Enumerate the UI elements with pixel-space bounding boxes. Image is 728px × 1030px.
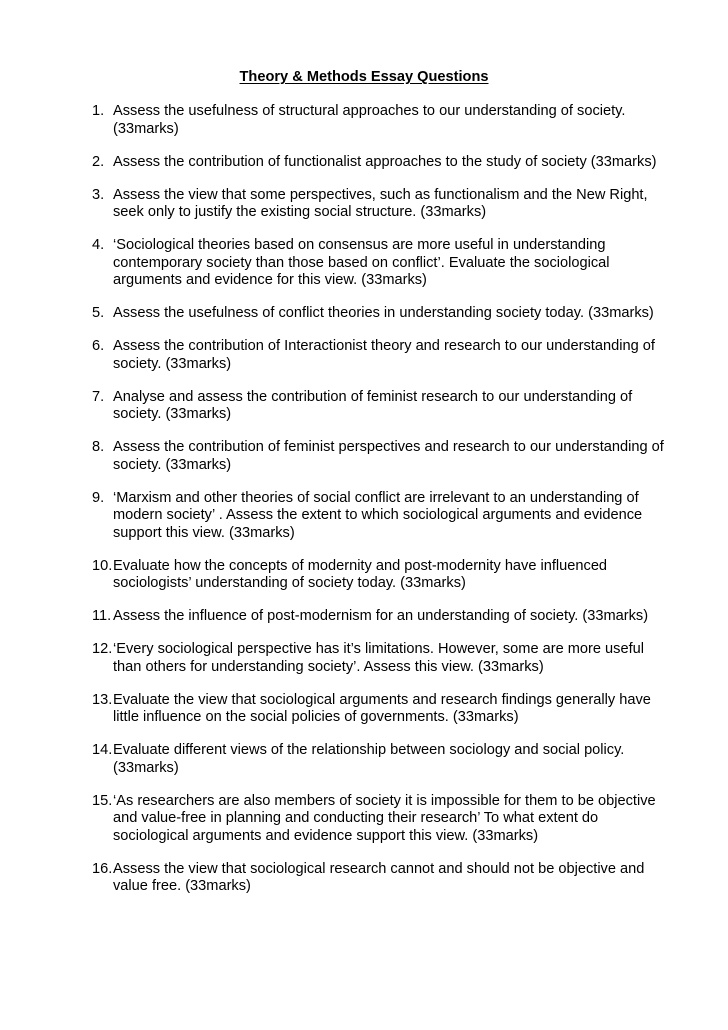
question-item [92,338,672,373]
question-item [92,103,672,138]
question-number: 12. [92,641,113,657]
question-text: ‘As researchers are also members of society it is impossible for them to be objective and value-free in planning and conducting their research’ To what extent do sociological arguments and evidence support this view. (33marks) [113,792,656,844]
question-item [92,608,672,626]
question-text: Assess the influence of post-modernism for an understanding of society. (33marks) [113,608,649,624]
question-text: Evaluate different views of the relationship between sociology and social policy. (33marks) [113,742,625,776]
question-text: Assess the contribution of functionalist approaches to the study of society (33marks) [113,153,657,170]
question-number: 6. [92,338,105,354]
question-item [92,742,672,777]
question-text: Analyse and assess the contribution of feminist research to our understanding of society. (33marks) [113,388,633,422]
question-item [92,237,672,290]
question-number: 15. [92,792,113,809]
question-text: Assess the usefulness of conflict theories in understanding society today. (33marks) [113,305,654,321]
question-number: 10. [92,557,113,574]
question-number: 5. [92,305,105,321]
question-item [92,558,672,593]
question-text: Assess the view that sociological research cannot and should not be objective and value free. (33marks) [113,860,645,894]
question-number: 1. [92,103,105,119]
question-number: 13. [92,691,113,708]
question-text: Assess the contribution of feminist perspectives and research to our understanding of society. (33marks) [113,439,664,473]
question-text: Evaluate how the concepts of modernity and post-modernity have influenced sociologists’ understanding of society today. (33marks) [113,557,608,591]
question-list [92,103,672,911]
page-title-text: Theory & Methods Essay Questions [239,69,489,85]
question-item [92,641,672,676]
question-number: 4. [92,237,105,253]
question-text: ‘Sociological theories based on consensus are more useful in understanding contemporary society than those based on conflict’. Evaluate the sociological arguments and evidence for this view. (33marks) [113,237,610,288]
question-number: 11. [92,608,112,624]
question-item [92,861,672,896]
question-text: Assess the contribution of Interactionist theory and research to our understanding of society. (33marks) [113,338,655,372]
question-text: ‘Every sociological perspective has it’s limitations. However, some are more useful than others for understanding society’. Assess this view. (33marks) [113,641,645,675]
question-number: 9. [92,489,105,506]
question-item [92,490,672,543]
question-number: 14. [92,742,113,758]
question-item [92,793,672,846]
question-number: 3. [92,186,105,203]
page-title [0,68,728,86]
question-item [92,305,672,323]
question-number: 16. [92,860,113,877]
question-text: Evaluate the view that sociological arguments and research findings generally have little influence on the social policies of governments. (33marks) [113,691,651,725]
question-text: Assess the view that some perspectives, such as functionalism and the New Right, seek only to justify the existing social structure. (33marks) [113,186,648,220]
question-item [92,154,672,172]
question-text: Assess the usefulness of structural approaches to our understanding of society. (33marks) [113,103,626,137]
question-item [92,389,672,424]
question-item [92,187,672,222]
question-item [92,692,672,727]
question-number: 2. [92,153,105,170]
question-number: 7. [92,388,105,405]
question-text: ‘Marxism and other theories of social conflict are irrelevant to an understanding of modern society’ . Assess the extent to which sociological arguments and evidence support this view. (33marks) [113,489,643,541]
question-item [92,439,672,474]
question-number: 8. [92,439,105,455]
